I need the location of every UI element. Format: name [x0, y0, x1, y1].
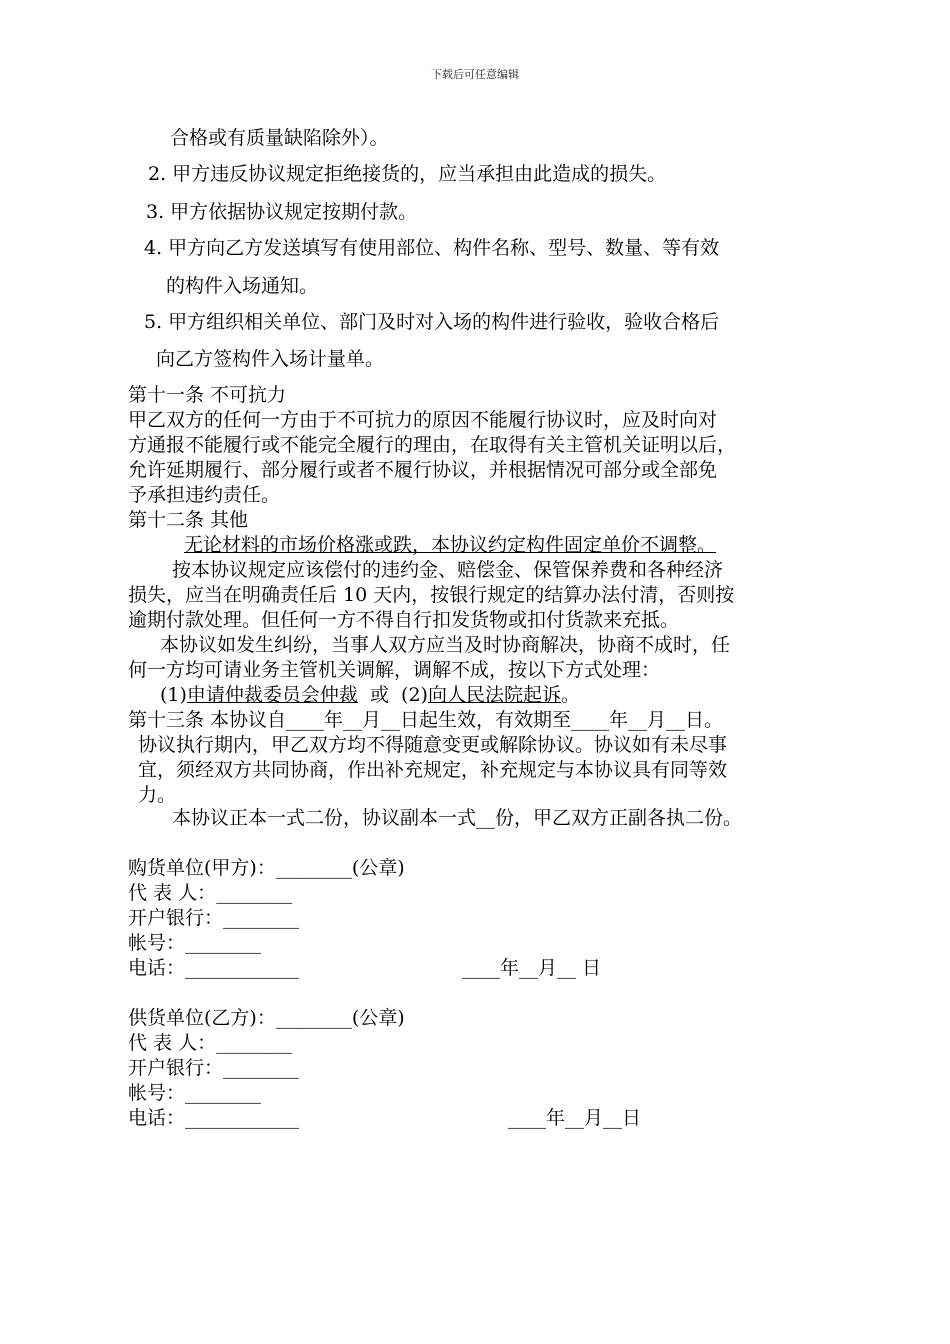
party-b-bank: 开户银行：________ [128, 1057, 300, 1079]
clause12-payment-line2: 损失，应当在明确责任后 10 天内，按银行规定的结算办法付清，否则按 [128, 584, 735, 606]
option-or: 或 [369, 684, 389, 706]
clause13-line3: 宜，须经双方共同协商，作出补充规定，补充规定与本协议具有同等效 [138, 759, 728, 781]
clause12-options [160, 683, 580, 707]
clause13-copies: 本协议正本一式二份，协议副本一式__份，甲乙双方正副各执二份。 [172, 807, 743, 829]
party-a-bank: 开户银行：________ [128, 907, 300, 929]
page-header: 下载后可任意编辑 [431, 68, 519, 81]
clause11-line3: 允许延期履行、部分履行或者不履行协议，并根据情况可部分或全部免 [128, 459, 718, 481]
clause12-payment-line1: 按本协议规定应该偿付的违约金、赔偿金、保管保养费和各种经济 [172, 559, 724, 581]
option2-court: 向人民法院起诉 [427, 684, 561, 706]
clause13-line2: 协议执行期内，甲乙双方均不得随意变更或解除协议。协议如有未尽事 [138, 734, 728, 756]
party-b-phone: 电话：____________ [128, 1107, 300, 1129]
party-b-unit: 供货单位(乙方)：________(公章) [128, 1007, 405, 1029]
options-end: 。 [560, 684, 580, 706]
clause10-item-5-line2: 向乙方签构件入场计量单。 [156, 348, 385, 370]
party-a-date: ____年__月__ 日 [462, 957, 602, 979]
clause10-item-4-line2: 的构件入场通知。 [166, 275, 319, 297]
clause11-line1: 甲乙双方的任何一方由于不可抗力的原因不能履行协议时，应及时向对 [128, 409, 718, 431]
option1-number: (1) [160, 684, 187, 706]
party-a-unit: 购货单位(甲方)：________(公章) [128, 857, 405, 879]
party-b-account: 帐号：________ [128, 1082, 262, 1104]
clause10-continuation: 合格或有质量缺陷除外）。 [170, 127, 389, 149]
option2-number: (2) [401, 684, 428, 706]
clause13-line4: 力。 [138, 784, 177, 806]
clause10-item-5-line1: 5. 甲方组织相关单位、部门及时对入场的构件进行验收，验收合格后 [144, 311, 720, 333]
clause11-line2: 方通报不能履行或不能完全履行的理由，在取得有关主管机关证明以后， [128, 434, 737, 456]
clause12-payment-line3: 逾期付款处理。但任何一方不得自行扣发货物或扣付货款来充抵。 [128, 609, 680, 631]
clause10-item-2: 2. 甲方违反协议规定拒绝接货的，应当承担由此造成的损失。 [148, 163, 667, 185]
party-b-representative: 代 表 人：________ [128, 1032, 293, 1054]
party-a-representative: 代 表 人：________ [128, 882, 293, 904]
clause10-item-3: 3. 甲方依据协议规定按期付款。 [146, 201, 418, 223]
clause12-dispute-line1: 本协议如发生纠纷，当事人双方应当及时协商解决，协商不成时，任 [160, 634, 731, 656]
party-a-account: 帐号：________ [128, 932, 262, 954]
party-a-phone: 电话：____________ [128, 957, 300, 979]
clause12-title: 第十二条 其他 [128, 509, 249, 531]
clause11-line4: 予承担违约责任。 [128, 484, 281, 506]
clause12-price-clause: 无论材料的市场价格涨或跌，本协议约定构件固定单价不调整。 [184, 534, 717, 556]
clause10-item-4-line1: 4. 甲方向乙方发送填写有使用部位、构件名称、型号、数量、等有效 [144, 237, 720, 259]
party-b-date: ____年__月__日 [508, 1107, 642, 1129]
clause13-line1: 第十三条 本协议自____年__月__日起生效，有效期至____年__月__日。 [128, 709, 724, 731]
option1-arbitration: 申请仲裁委员会仲裁 [186, 684, 358, 706]
clause11-title: 第十一条 不可抗力 [128, 384, 287, 406]
clause12-dispute-line2: 何一方均可请业务主管机关调解，调解不成，按以下方式处理： [128, 659, 661, 681]
